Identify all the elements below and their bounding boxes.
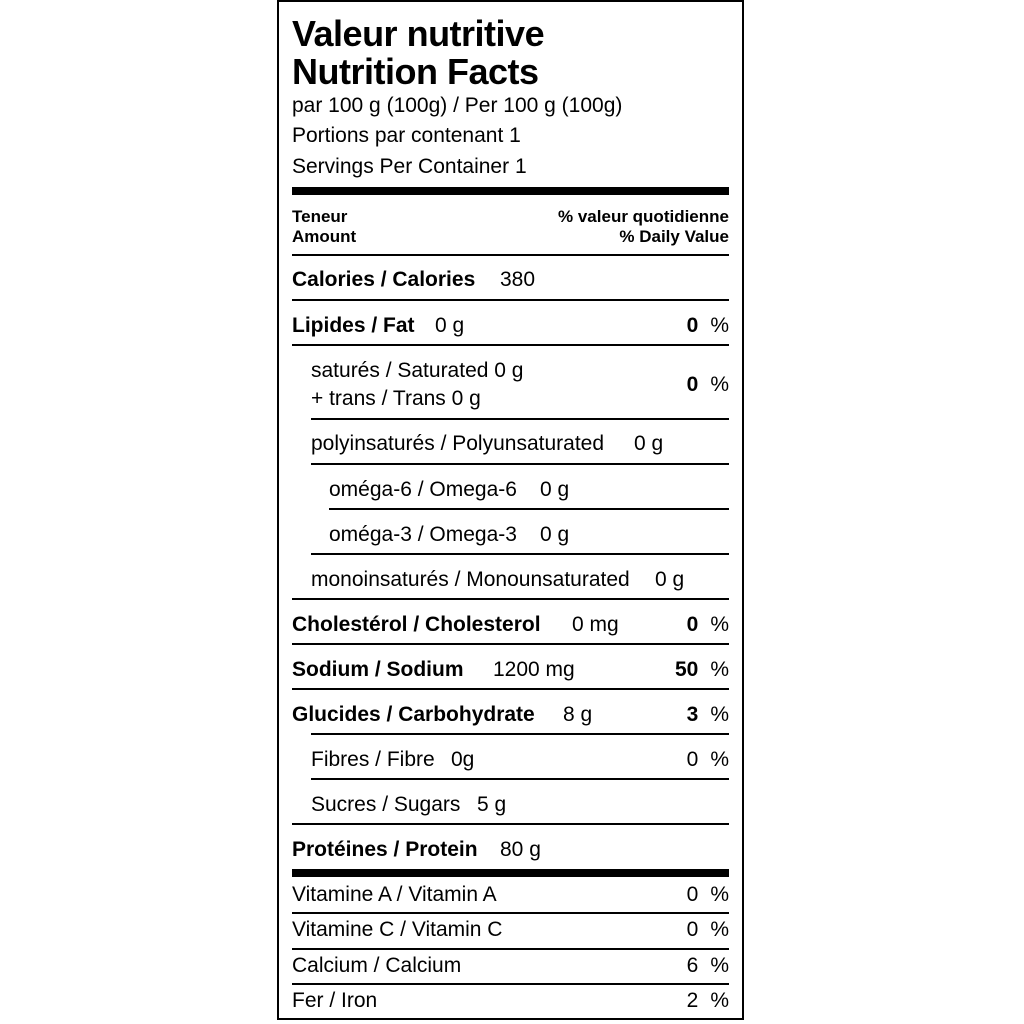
fibre-row (311, 748, 729, 774)
percent-sign: % (710, 883, 729, 906)
sodium-amount: 1200 mg (493, 658, 575, 681)
calories-row (292, 268, 729, 294)
cholesterol-amount: 0 mg (572, 613, 619, 636)
sugars-row (311, 793, 729, 819)
percent-sign: % (710, 918, 729, 941)
vitamin-dv: 2 (686, 989, 699, 1012)
amount-header-english: Amount (292, 227, 357, 246)
label-content (292, 2, 729, 1018)
calories-value: 380 (500, 268, 536, 291)
vitamin-row-calcium (292, 954, 729, 980)
daily-value-header-english: % Daily Value (619, 227, 729, 246)
saturated-trans-dv: 0 (686, 373, 699, 396)
omega3-row (329, 523, 729, 549)
polyunsaturated-row (311, 432, 729, 458)
daily-value-header (558, 207, 729, 247)
vitamin-dv: 6 (686, 954, 699, 977)
divider (292, 912, 729, 914)
nutrition-facts-label (277, 0, 744, 1020)
monounsaturated-row (311, 568, 729, 594)
fat-label: Lipides / Fat (292, 314, 415, 337)
divider (292, 254, 729, 256)
fat-amount: 0 g (435, 314, 465, 337)
thick-divider-top (292, 187, 729, 195)
vitamin-row-vitamin-a (292, 883, 729, 909)
vitamin-label: Vitamine C / Vitamin C (292, 918, 503, 941)
omega6-row (329, 478, 729, 504)
protein-label: Protéines / Protein (292, 838, 478, 861)
vitamin-dv: 0 (686, 918, 699, 941)
carbohydrate-dv: 3 (686, 703, 699, 726)
polyunsaturated-amount: 0 g (634, 432, 664, 455)
carbohydrate-row (292, 703, 729, 729)
sugars-label: Sucres / Sugars (311, 793, 461, 816)
vitamin-label: Fer / Iron (292, 989, 378, 1012)
daily-value-header-french: % valeur quotidienne (558, 207, 729, 226)
fat-row (292, 314, 729, 340)
fibre-label: Fibres / Fibre (311, 748, 435, 771)
servings-per-container-english: Servings Per Container 1 (292, 155, 527, 178)
amount-header-french: Teneur (292, 207, 348, 226)
vitamin-label: Vitamine A / Vitamin A (292, 883, 497, 906)
divider (292, 344, 729, 346)
cholesterol-label: Cholestérol / Cholesterol (292, 613, 541, 636)
divider (292, 983, 729, 985)
percent-sign: % (710, 658, 729, 681)
cholesterol-dv: 0 (686, 613, 699, 636)
divider (292, 299, 729, 301)
percent-sign: % (710, 748, 729, 771)
divider (292, 643, 729, 645)
sodium-label: Sodium / Sodium (292, 658, 464, 681)
percent-sign: % (710, 373, 729, 396)
saturated-label: saturés / Saturated 0 g (311, 359, 524, 382)
divider (311, 418, 729, 420)
fat-dv: 0 (686, 314, 699, 337)
vitamin-label: Calcium / Calcium (292, 954, 462, 977)
percent-sign: % (710, 703, 729, 726)
amount-header (292, 207, 356, 247)
omega6-amount: 0 g (540, 478, 570, 501)
monounsaturated-label: monoinsaturés / Monounsaturated (311, 568, 630, 591)
omega3-amount: 0 g (540, 523, 570, 546)
calories-label: Calories / Calories (292, 268, 476, 291)
vitamin-row-iron (292, 989, 729, 1015)
protein-row (292, 838, 729, 864)
sodium-row (292, 658, 729, 684)
thick-divider-vitamins (292, 869, 729, 877)
divider (292, 823, 729, 825)
fibre-amount: 0g (451, 748, 475, 771)
omega6-label: oméga-6 / Omega-6 (329, 478, 517, 501)
percent-sign: % (710, 314, 729, 337)
percent-sign: % (710, 989, 729, 1012)
percent-sign: % (710, 613, 729, 636)
carbohydrate-label: Glucides / Carbohydrate (292, 703, 535, 726)
fibre-dv: 0 (686, 748, 699, 771)
carbohydrate-amount: 8 g (563, 703, 593, 726)
vitamin-row-vitamin-c (292, 918, 729, 944)
divider (292, 688, 729, 690)
omega3-label: oméga-3 / Omega-3 (329, 523, 517, 546)
divider (311, 553, 729, 555)
vitamin-dv: 0 (686, 883, 699, 906)
protein-amount: 80 g (500, 838, 541, 861)
trans-label: + trans / Trans 0 g (311, 387, 481, 410)
divider (292, 948, 729, 950)
monounsaturated-amount: 0 g (655, 568, 685, 591)
title-french: Valeur nutritive (292, 13, 545, 54)
percent-sign: % (710, 954, 729, 977)
polyunsaturated-label: polyinsaturés / Polyunsaturated (311, 432, 605, 455)
divider (311, 463, 729, 465)
sugars-amount: 5 g (477, 793, 507, 816)
servings-per-container-french: Portions par contenant 1 (292, 124, 521, 147)
sodium-dv: 50 (674, 658, 699, 681)
divider (292, 598, 729, 600)
divider (329, 508, 729, 510)
divider (311, 778, 729, 780)
divider (311, 733, 729, 735)
saturated-trans-row (311, 359, 729, 415)
title-english: Nutrition Facts (292, 51, 539, 92)
cholesterol-row (292, 613, 729, 639)
serving-size: par 100 g (100g) / Per 100 g (100g) (292, 94, 623, 117)
